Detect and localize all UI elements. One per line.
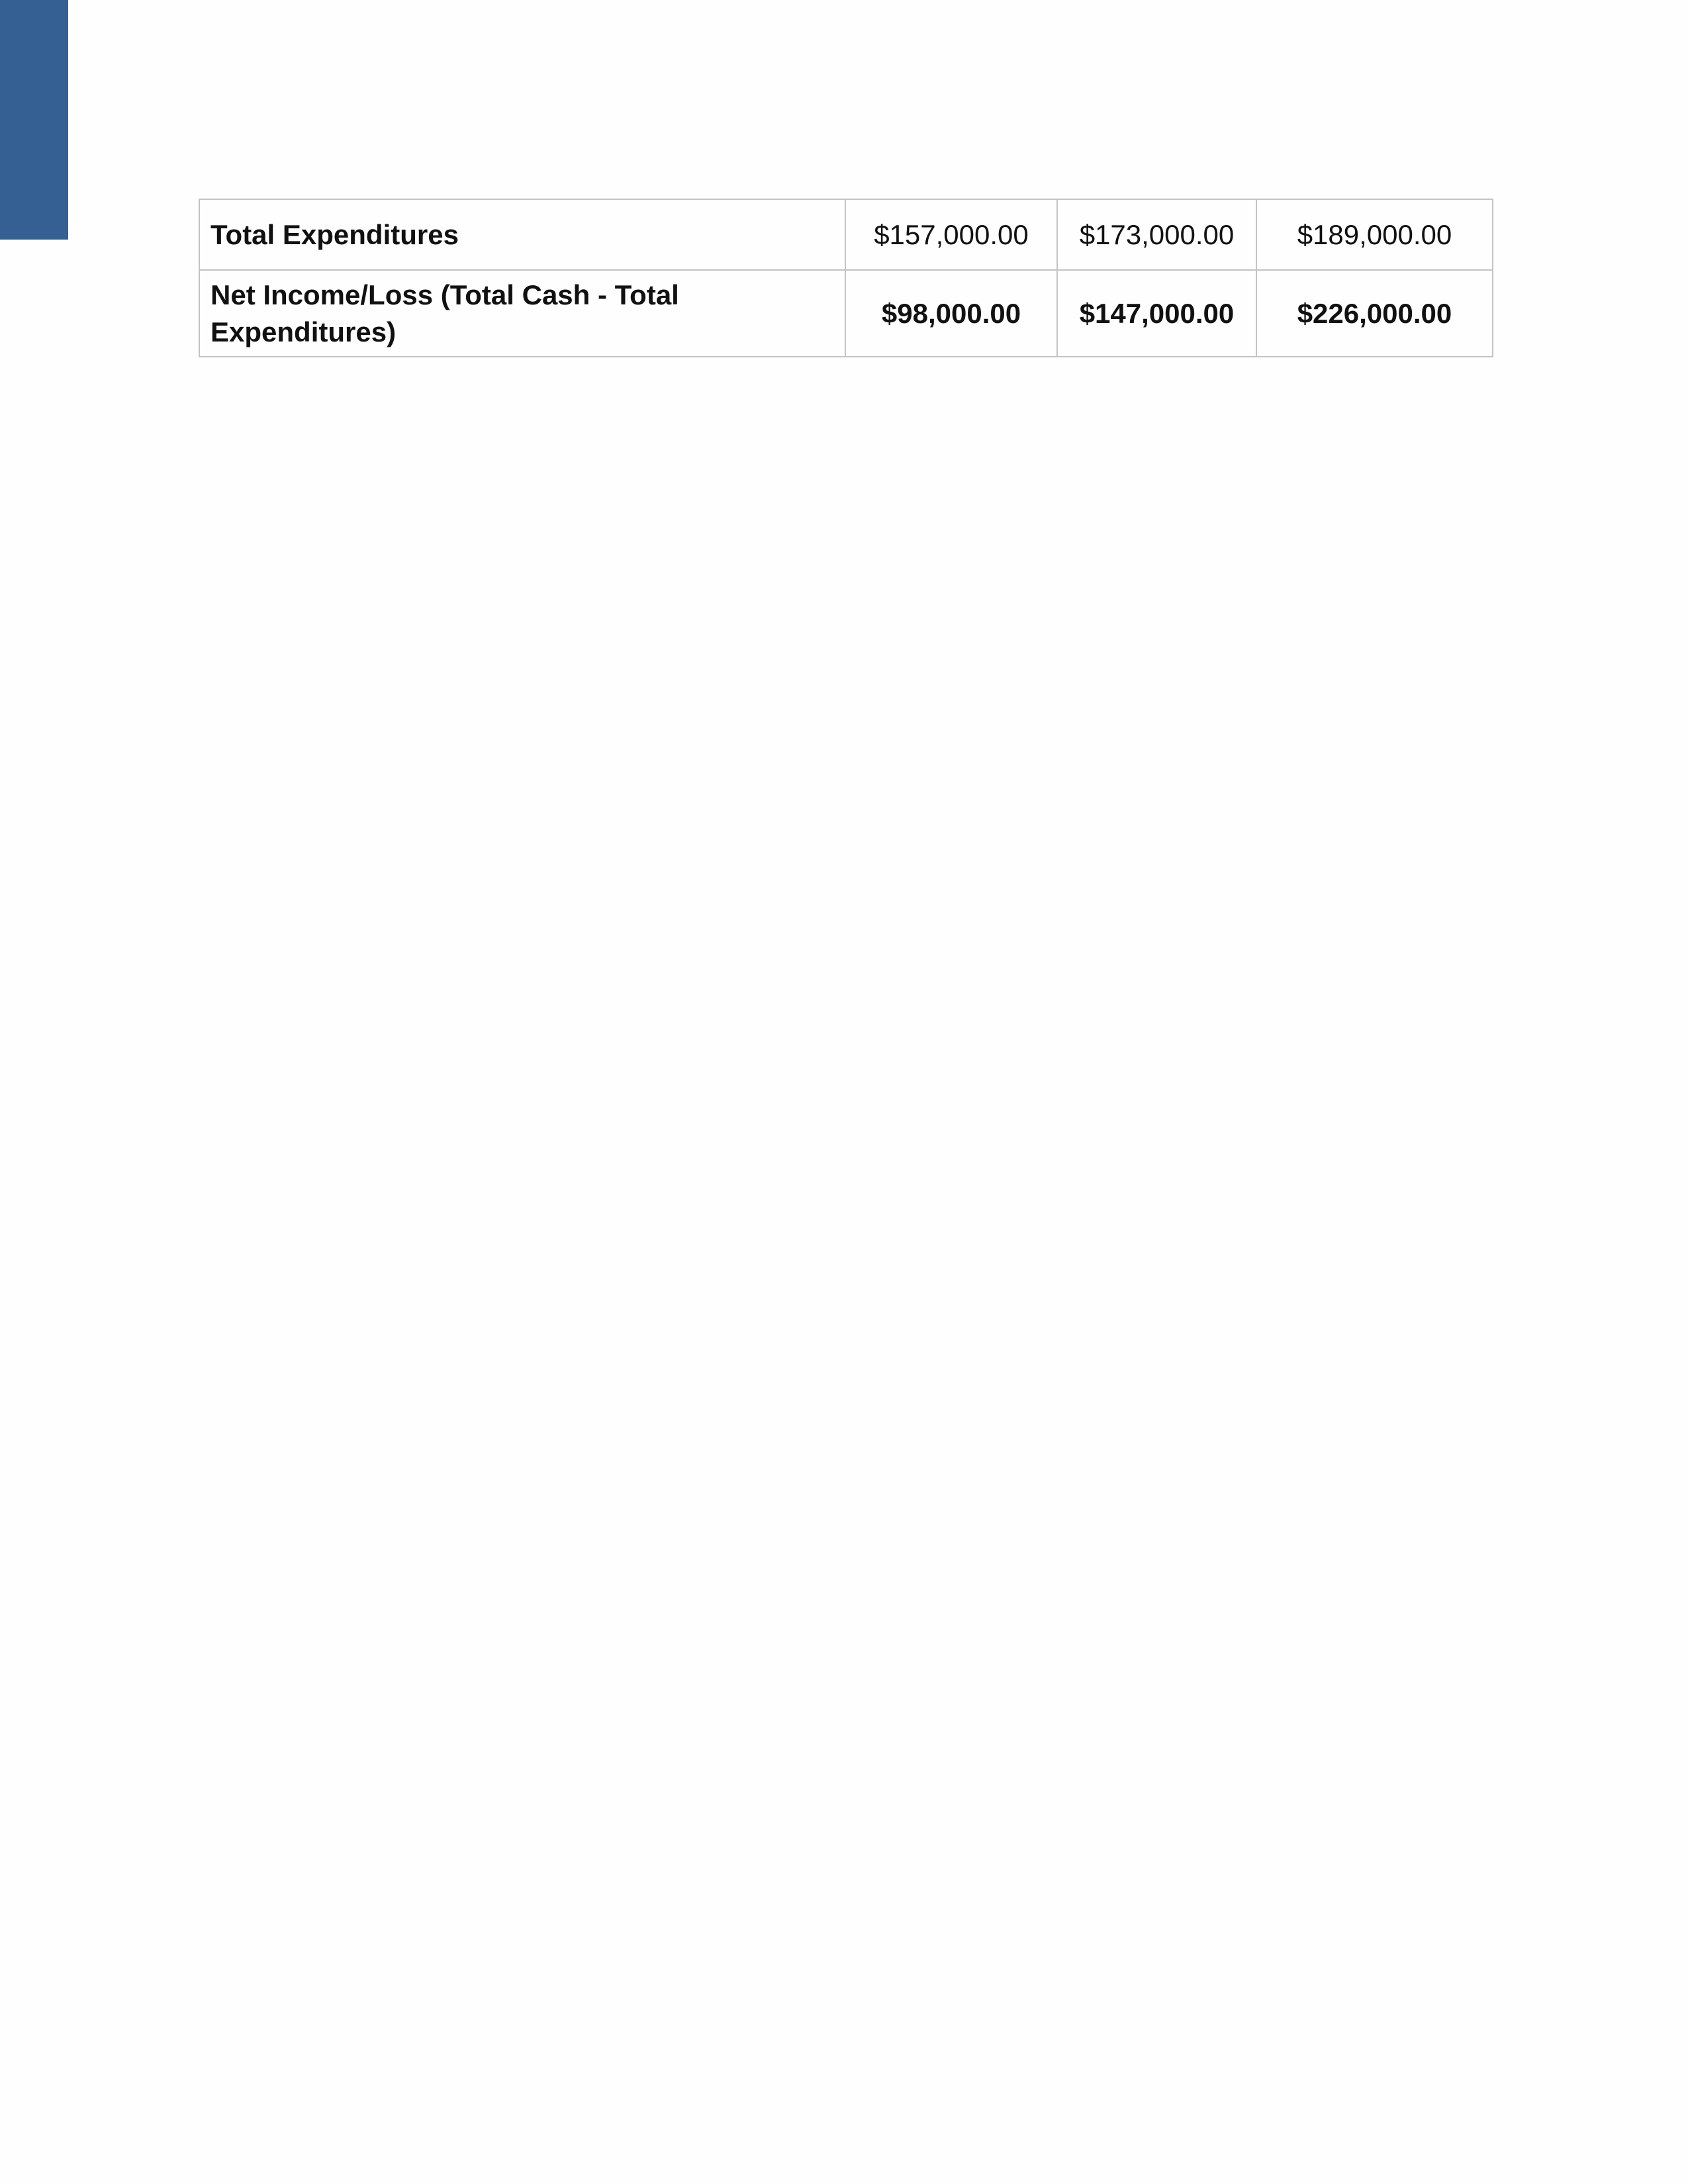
table-cell-value: $226,000.00 — [1256, 270, 1493, 357]
table-cell-value: $173,000.00 — [1057, 199, 1256, 270]
side-accent-bar — [0, 0, 68, 240]
row-label: Total Expenditures — [199, 199, 845, 270]
row-label: Net Income/Loss (Total Cash - Total Expenditures) — [199, 270, 845, 357]
table-cell-value: $189,000.00 — [1256, 199, 1493, 270]
table-cell-value: $147,000.00 — [1057, 270, 1256, 357]
table-cell-value: $157,000.00 — [845, 199, 1057, 270]
table-row-net-income-loss — [199, 270, 1493, 357]
financial-summary-table — [199, 199, 1493, 357]
table-row-total-expenditures — [199, 199, 1493, 270]
table-cell-value: $98,000.00 — [845, 270, 1057, 357]
